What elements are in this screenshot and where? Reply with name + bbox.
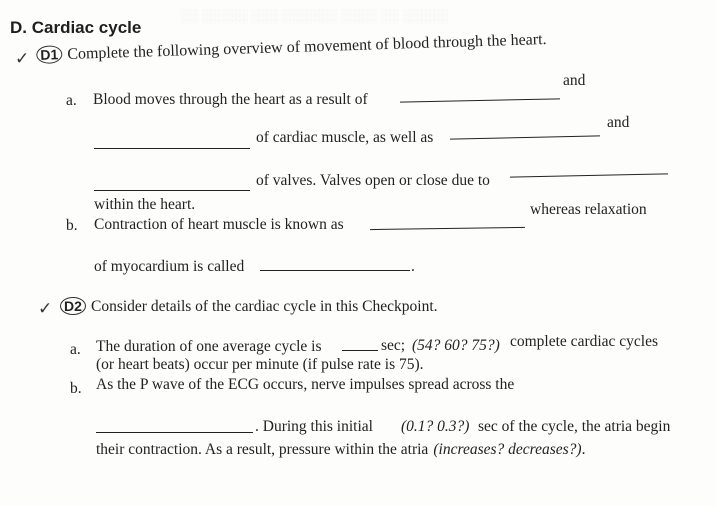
d1-a-label: a. xyxy=(66,92,77,109)
d1-b-label: b. xyxy=(66,217,78,234)
d2-a-options: (54? 60? 75?) xyxy=(412,337,500,354)
d2-badge: D2 xyxy=(60,297,86,315)
blank-7[interactable] xyxy=(260,270,410,271)
blank-8[interactable] xyxy=(342,350,378,351)
d2-intro: Consider details of the cardiac cycle in this Checkpoint. xyxy=(91,298,438,315)
d1-a-line4: within the heart. xyxy=(94,196,196,213)
d2-b-line3-start: their contraction. As a result, pressure within the atria xyxy=(96,441,429,458)
d1-b-line2: of myocardium is called xyxy=(94,258,245,275)
checkmark-icon: ✓ xyxy=(38,299,53,319)
d2-prompt xyxy=(60,296,438,316)
d2-b-line2-start: . During this initial xyxy=(255,418,373,435)
section-title: D. Cardiac cycle xyxy=(10,18,142,37)
d2-a-label: a. xyxy=(70,341,81,358)
d1-b-period: . xyxy=(411,258,415,275)
d1-and-2: and xyxy=(607,114,630,131)
d2-b-times: (0.1? 0.3?) xyxy=(401,418,470,435)
blank-6[interactable] xyxy=(370,227,525,230)
d2-b-line1: As the P wave of the ECG occurs, nerve impulses spread across the xyxy=(96,376,515,393)
bleed-through-text: ░░ ░░░░░ ░░░ ░░░░░░ ░░░░ ░░ ░░░░░ xyxy=(180,8,449,23)
d1-intro: Complete the following overview of movement of blood through the heart. xyxy=(67,30,547,64)
d2-b-line3-end: . xyxy=(581,441,586,458)
blank-1[interactable] xyxy=(400,98,560,102)
d1-a-line2: of cardiac muscle, as well as xyxy=(256,129,434,146)
d2-b-press-options: (increases? decreases?) xyxy=(433,441,582,458)
blank-2[interactable] xyxy=(94,148,250,149)
blank-5[interactable] xyxy=(510,173,668,177)
d1-b-whereas: whereas relaxation xyxy=(530,201,647,218)
d2-a-sec: sec; xyxy=(381,337,406,354)
d2-a-line1-start: The duration of one average cycle is xyxy=(96,338,322,355)
blank-4[interactable] xyxy=(94,190,250,191)
d1-a-line1: Blood moves through the heart as a result of xyxy=(93,91,368,108)
d2-b-line2-end: sec of the cycle, the atria begin xyxy=(478,418,671,435)
d1-badge: D1 xyxy=(36,45,62,64)
d1-b-line1: Contraction of heart muscle is known as xyxy=(94,216,344,233)
d2-b-label: b. xyxy=(70,380,82,397)
d2-a-line2: (or heart beats) occur per minute (if pulse rate is 75). xyxy=(96,356,424,373)
d2-b-line3 xyxy=(96,439,585,459)
d1-and-1: and xyxy=(563,72,586,89)
blank-3[interactable] xyxy=(450,135,600,139)
d2-a-line1-end: complete cardiac cycles xyxy=(510,333,659,350)
checkmark-icon: ✓ xyxy=(15,49,30,69)
blank-9[interactable] xyxy=(96,432,253,433)
d1-a-line3: of valves. Valves open or close due to xyxy=(256,172,490,189)
